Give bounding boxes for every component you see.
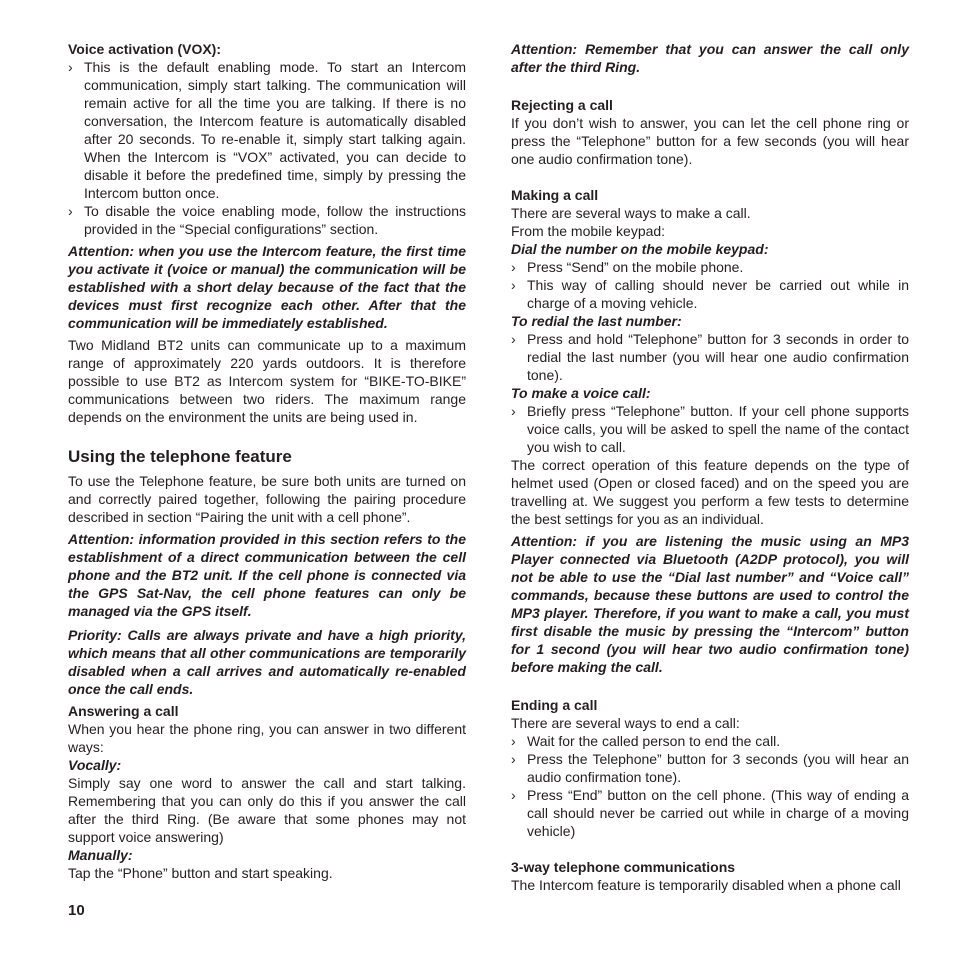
right-column xyxy=(511,40,909,894)
threeway-paragraph: The Intercom feature is temporarily disabled when a phone call xyxy=(511,877,901,893)
section-heading-telephone: Using the telephone feature xyxy=(68,447,292,466)
answering-heading: Answering a call xyxy=(68,703,179,719)
vocally-paragraph: Simply say one word to answer the call and start talking. Remembering that you can only do this if you answer the call after the third Ring. (Be aware that some phones may not support voice answering) xyxy=(68,775,466,845)
priority-note: Priority: Calls are always private and have a high priority, which means that all other communications are temporarily disabled when a call arrives and automatically re-enabled once the call ends. xyxy=(68,627,466,697)
bullet-marker: › xyxy=(511,259,516,275)
making-line-1: There are several ways to make a call. xyxy=(511,205,751,221)
correct-operation-paragraph: The correct operation of this feature depends on the type of helmet used (Open or closed faced) and on the speed you are travelling at. We suggest you perform a few tests to determine the best settings for you as an individual. xyxy=(511,457,909,527)
dial-bullet-1: › Press “Send” on the mobile phone. xyxy=(511,259,744,275)
manually-paragraph: Tap the “Phone” button and start speaking. xyxy=(68,865,333,881)
attention-mp3: Attention: if you are listening the music using an MP3 Player connected via Bluetooth (A2DP protocol), you will not be able to use the “Dial last number” and “Voice call” commands, because these buttons are used to control the MP3 player. Therefore, if you want to make a call, you must first disable the music by pressing the “Intercom” button for 1 second (you will hear two audio confirmation tone) before making the call. xyxy=(511,533,909,675)
page-number: 10 xyxy=(68,902,85,919)
ending-line: There are several ways to end a call: xyxy=(511,715,740,731)
rejecting-heading: Rejecting a call xyxy=(511,97,613,113)
bullet-marker: › xyxy=(511,751,516,767)
ending-bullet-2: › Press the Telephone” button for 3 seconds (you will hear an audio confirmation tone). xyxy=(511,751,909,785)
dial-label: Dial the number on the mobile keypad: xyxy=(511,241,769,257)
redial-bullet: › Press and hold “Telephone” button for 3 seconds in order to redial the last number (you will hear one audio confirmation tone). xyxy=(511,331,909,383)
bullet-marker: › xyxy=(511,787,516,803)
ending-heading: Ending a call xyxy=(511,697,598,713)
left-column xyxy=(68,40,466,882)
attention-intercom: Attention: when you use the Intercom feature, the first time you activate it (voice or manual) the communication will be established with a short delay because of the fact that the devices must first recognize each other. After that the communication will be immediately established. xyxy=(68,243,466,331)
making-line-2: From the mobile keypad: xyxy=(511,223,666,239)
making-heading: Making a call xyxy=(511,187,599,203)
voice-call-label: To make a voice call: xyxy=(511,385,651,401)
range-paragraph: Two Midland BT2 units can communicate up to a maximum range of approximately 220 yards outdoors. It is therefore possible to use BT2 as Intercom system for “BIKE-TO-BIKE” communications between two riders. The maximum range depends on the environment the units are being used in. xyxy=(68,337,466,425)
attention-gps: Attention: information provided in this section refers to the establishment of a direct communication between the cell phone and the BT2 unit. If the cell phone is connected via the GPS Sat-Nav, the cell phone features can only be managed via the GPS itself. xyxy=(68,531,466,619)
vocally-label: Vocally: xyxy=(68,757,122,773)
telephone-intro: To use the Telephone feature, be sure both units are turned on and correctly paired together, following the pairing procedure described in section “Pairing the unit with a cell phone”. xyxy=(68,473,466,525)
vox-heading: Voice activation (VOX): xyxy=(68,41,221,57)
manually-label: Manually: xyxy=(68,847,133,863)
bullet-marker: › xyxy=(511,331,516,347)
bullet-marker: › xyxy=(68,203,73,219)
bullet-marker: › xyxy=(511,403,516,419)
threeway-heading: 3-way telephone communications xyxy=(511,859,736,875)
answering-paragraph: When you hear the phone ring, you can answer in two different ways: xyxy=(68,721,466,755)
ending-bullet-1: › Wait for the called person to end the call. xyxy=(511,733,781,749)
rejecting-paragraph: If you don’t wish to answer, you can let the cell phone ring or press the “Telephone” button for a few seconds (you will hear one audio confirmation tone). xyxy=(511,115,909,167)
attention-third-ring: Attention: Remember that you can answer the call only after the third Ring. xyxy=(511,41,909,75)
vox-bullet-2: › To disable the voice enabling mode, follow the instructions provided in the “Special configurations” section. xyxy=(68,203,466,237)
dial-bullet-2: › This way of calling should never be carried out while in charge of a moving vehicle. xyxy=(511,277,909,311)
bullet-marker: › xyxy=(511,277,516,293)
voice-call-bullet: › Briefly press “Telephone” button. If your cell phone supports voice calls, you will be asked to spell the name of the contact you wish to call. xyxy=(511,403,909,455)
redial-label: To redial the last number: xyxy=(511,313,682,329)
bullet-marker: › xyxy=(511,733,516,749)
vox-bullet-1: › This is the default enabling mode. To start an Intercom communication, simply start talking. The communication will remain active for all the time you are talking. If there is no conversation, the Intercom feature is automatically disabled after 20 seconds. To re-enable it, simply start talking again. When the Intercom is “VOX” activated, you can decide to disable it before the predefined time, simply by pressing the Intercom button once. xyxy=(68,59,466,201)
bullet-marker: › xyxy=(68,59,73,75)
ending-bullet-3: › Press “End” button on the cell phone. (This way of ending a call should never be carried out while in charge of a moving vehicle) xyxy=(511,787,909,839)
